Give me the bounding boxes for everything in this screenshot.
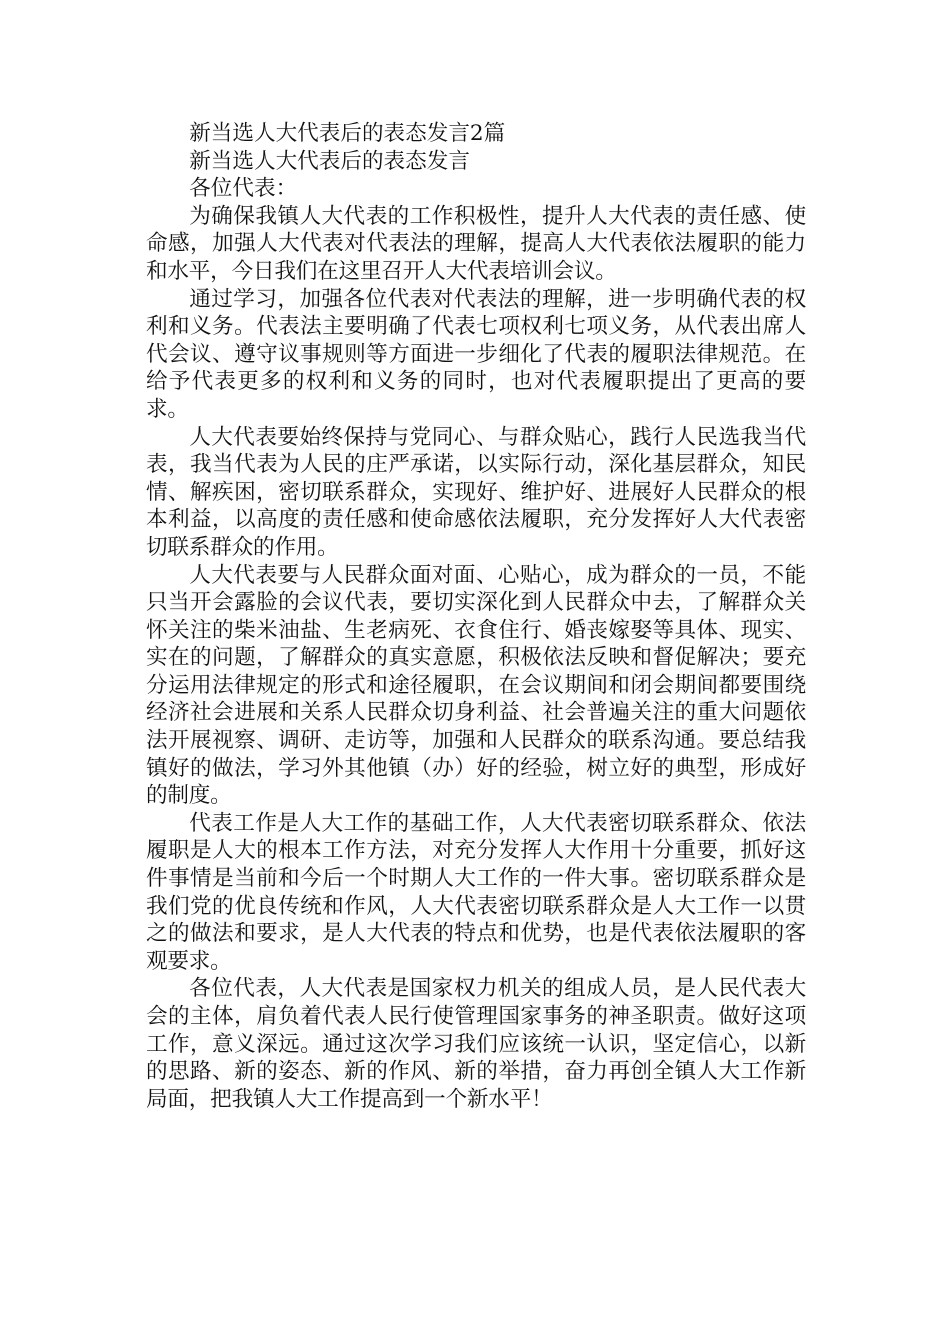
paragraph: 各位代表，人大代表是国家权力机关的组成人员，是人民代表大会的主体，肩负着代表人民行使管理国家事务的神圣职责。做好这项工作，意义深远。通过这次学习我们应该统一认识，坚定信心，以新的思路、新的姿态、新的作风、新的举措，奋力再创全镇人大工作新局面，把我镇人大工作提高到一个新水平！ <box>146 976 806 1112</box>
paragraph: 通过学习，加强各位代表对代表法的理解，进一步明确代表的权利和义务。代表法主要明确了代表七项权利七项义务，从代表出席人代会议、遵守议事规则等方面进一步细化了代表的履职法律规范。在给予代表更多的权利和义务的同时，也对代表履职提出了更高的要求。 <box>146 286 806 422</box>
document-body <box>146 120 806 1113</box>
paragraph: 人大代表要与人民群众面对面、心贴心，成为群众的一员，不能只当开会露脸的会议代表，要切实深化到人民群众中去，了解群众关怀关注的柴米油盐、生老病死、衣食住行、婚丧嫁娶等具体、现实、实在的问题，了解群众的真实意愿，积极依法反映和督促解决；要充分运用法律规定的形式和途径履职，在会议期间和闭会期间都要围绕经济社会进展和关系人民群众切身利益、社会普遍关注的重大问题依法开展视察、调研、走访等，加强和人民群众的联系沟通。要总结我镇好的做法，学习外其他镇（办）好的经验，树立好的典型，形成好的制度。 <box>146 562 806 809</box>
salutation: 各位代表： <box>189 176 298 202</box>
document-subtitle: 新当选人大代表后的表态发言 <box>189 148 470 174</box>
document-title: 新当选人大代表后的表态发言2篇 <box>189 121 506 146</box>
paragraph: 代表工作是人大工作的基础工作，人大代表密切联系群众、依法履职是人大的根本工作方法，对充分发挥人大作用十分重要，抓好这件事情是当前和今后一个时期人大工作的一件大事。密切联系群众是我们党的优良传统和作风，人大代表密切联系群众是人大工作一以贯之的做法和要求，是人大代表的特点和优势，也是代表依法履职的客观要求。 <box>146 810 806 974</box>
paragraph: 人大代表要始终保持与党同心、与群众贴心，践行人民选我当代表，我当代表为人民的庄严承诺，以实际行动，深化基层群众，知民情、解疾困，密切联系群众，实现好、维护好、进展好人民群众的根本利益，以高度的责任感和使命感依法履职，充分发挥好人大代表密切联系群众的作用。 <box>146 424 806 560</box>
paragraph: 为确保我镇人大代表的工作积极性，提升人大代表的责任感、使命感，加强人大代表对代表法的理解，提高人大代表依法履职的能力和水平，今日我们在这里召开人大代表培训会议。 <box>146 203 806 284</box>
